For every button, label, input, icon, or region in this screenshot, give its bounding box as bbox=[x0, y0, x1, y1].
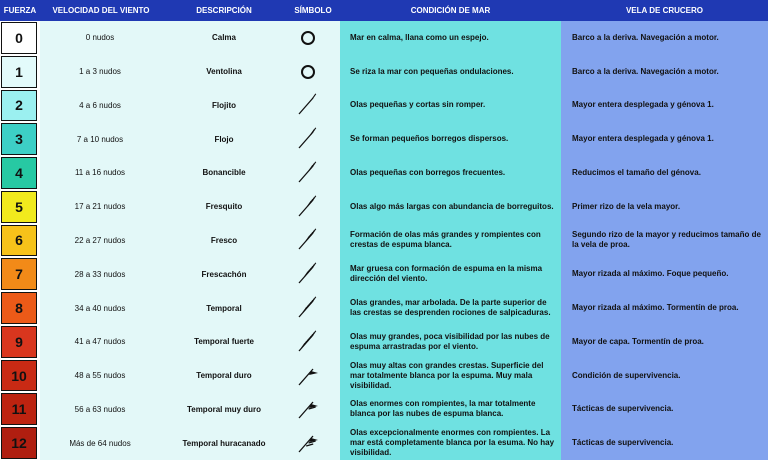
description-cell: Calma bbox=[211, 33, 236, 43]
force-cell: 11 bbox=[1, 393, 37, 425]
sail-cell: Mayor entera desplegada y génova 1. bbox=[572, 100, 714, 110]
speed-cell: 48 a 55 nudos bbox=[74, 371, 126, 381]
calm-circle-icon bbox=[295, 25, 321, 51]
description-cell: Temporal fuerte bbox=[194, 337, 254, 347]
sea-condition-cell: Se forman pequeños borregos dispersos. bbox=[350, 134, 509, 144]
wind-barb-icon bbox=[295, 363, 321, 389]
speed-cell: 28 a 33 nudos bbox=[74, 269, 126, 279]
sail-cell: Reducimos el tamaño del génova. bbox=[572, 167, 701, 177]
sea-condition-cell: Se riza la mar con pequeñas ondulaciones. bbox=[350, 66, 514, 76]
speed-cell: Más de 64 nudos bbox=[69, 438, 131, 448]
sail-cell: Barco a la deriva. Navegación a motor. bbox=[572, 32, 719, 42]
speed-cell: 1 a 3 nudos bbox=[79, 67, 121, 77]
description-cell: Fresquito bbox=[205, 202, 243, 212]
wind-barb-icon bbox=[295, 92, 321, 118]
description-cell: Fresco bbox=[210, 235, 238, 245]
wind-barb-icon bbox=[295, 160, 321, 186]
sail-cell: Mayor entera desplegada y génova 1. bbox=[572, 134, 714, 144]
wind-barb-icon bbox=[295, 295, 321, 321]
description-cell: Bonancible bbox=[202, 168, 246, 178]
symbol-cell bbox=[286, 426, 330, 460]
sail-cell: Mayor rizada al máximo. Foque pequeño. bbox=[572, 269, 729, 279]
symbol-cell bbox=[286, 392, 330, 426]
header-velocidad: VELOCIDAD DEL VIENTO bbox=[40, 0, 162, 21]
force-cell: 12 bbox=[1, 427, 37, 459]
force-cell: 2 bbox=[1, 90, 37, 122]
symbol-cell bbox=[286, 21, 330, 55]
header-simbolo: SÍMBOLO bbox=[286, 0, 340, 21]
force-cell: 4 bbox=[1, 157, 37, 189]
table-row bbox=[0, 21, 768, 55]
force-cell: 10 bbox=[1, 360, 37, 392]
wind-barb-icon bbox=[295, 126, 321, 152]
sail-cell: Tácticas de supervivencia. bbox=[572, 438, 674, 448]
table-row bbox=[0, 89, 768, 123]
symbol-cell bbox=[286, 359, 330, 393]
symbol-cell bbox=[286, 257, 330, 291]
description-cell: Flojo bbox=[214, 134, 234, 144]
table-row bbox=[0, 156, 768, 190]
table-row bbox=[0, 55, 768, 89]
wind-barb-icon bbox=[295, 396, 321, 422]
table-row bbox=[0, 257, 768, 291]
table-row bbox=[0, 426, 768, 460]
speed-cell: 41 a 47 nudos bbox=[74, 337, 126, 347]
header-descripcion: DESCRIPCIÓN bbox=[162, 0, 286, 21]
table-row bbox=[0, 224, 768, 258]
wind-barb-icon bbox=[295, 430, 321, 456]
sea-condition-cell: Mar en calma, llana como un espejo. bbox=[350, 32, 489, 42]
symbol-cell bbox=[286, 291, 330, 325]
sea-condition-cell: Olas excepcionalmente enormes con rompientes. La mar está completamente blanca por la esuma. No hay visibilidad. bbox=[350, 428, 555, 458]
symbol-cell bbox=[286, 156, 330, 190]
table-row bbox=[0, 190, 768, 224]
sail-cell: Tácticas de supervivencia. bbox=[572, 404, 674, 414]
sea-condition-cell: Olas algo más largas con abundancia de borreguitos. bbox=[350, 201, 554, 211]
symbol-cell bbox=[286, 55, 330, 89]
force-cell: 6 bbox=[1, 225, 37, 257]
description-cell: Temporal muy duro bbox=[186, 404, 262, 414]
force-cell: 9 bbox=[1, 326, 37, 358]
table-row bbox=[0, 325, 768, 359]
description-cell: Temporal duro bbox=[196, 371, 252, 381]
sea-condition-cell: Olas muy altas con grandes crestas. Superficie del mar totalmente blanca por la espuma. Muy mala visibilidad. bbox=[350, 360, 544, 390]
sail-cell: Barco a la deriva. Navegación a motor. bbox=[572, 66, 719, 76]
force-cell: 3 bbox=[1, 123, 37, 155]
speed-cell: 34 a 40 nudos bbox=[74, 303, 126, 313]
force-cell: 8 bbox=[1, 292, 37, 324]
sail-cell: Segundo rizo de la mayor y reducimos tamaño de la vela de proa. bbox=[572, 230, 761, 250]
sea-condition-cell: Mar gruesa con formación de espuma en la misma dirección del viento. bbox=[350, 264, 543, 284]
force-cell: 5 bbox=[1, 191, 37, 223]
description-cell: Temporal huracanado bbox=[182, 438, 266, 448]
table-header bbox=[0, 0, 768, 21]
force-cell: 1 bbox=[1, 56, 37, 88]
calm-circle-icon bbox=[295, 59, 321, 85]
wind-barb-icon bbox=[295, 261, 321, 287]
sea-condition-cell: Olas enormes con rompientes, la mar totalmente blanca por las nubes de espuma blanca. bbox=[350, 399, 536, 419]
speed-cell: 11 a 16 nudos bbox=[74, 168, 126, 178]
symbol-cell bbox=[286, 325, 330, 359]
sea-condition-cell: Formación de olas más grandes y rompientes con crestas de espuma blanca. bbox=[350, 230, 541, 250]
force-cell: 7 bbox=[1, 258, 37, 290]
speed-cell: 7 a 10 nudos bbox=[76, 134, 124, 144]
symbol-cell bbox=[286, 190, 330, 224]
speed-cell: 0 nudos bbox=[85, 33, 115, 43]
sail-cell: Condición de supervivencia. bbox=[572, 370, 681, 380]
description-cell: Temporal bbox=[206, 303, 242, 313]
header-vela: VELA DE CRUCERO bbox=[561, 0, 768, 21]
speed-cell: 17 a 21 nudos bbox=[74, 202, 126, 212]
symbol-cell bbox=[286, 89, 330, 123]
sail-cell: Mayor de capa. Tormentín de proa. bbox=[572, 336, 704, 346]
wind-barb-icon bbox=[295, 227, 321, 253]
symbol-cell bbox=[286, 224, 330, 258]
table-row bbox=[0, 392, 768, 426]
symbol-cell bbox=[286, 122, 330, 156]
table-row bbox=[0, 359, 768, 393]
description-cell: Frescachón bbox=[201, 269, 247, 279]
header-fuerza: FUERZA bbox=[0, 0, 40, 21]
speed-cell: 4 a 6 nudos bbox=[79, 100, 121, 110]
wind-barb-icon bbox=[295, 194, 321, 220]
sea-condition-cell: Olas grandes, mar arbolada. De la parte superior de las crestas se desprenden rociones de salpicaduras. bbox=[350, 298, 551, 318]
sail-cell: Mayor rizada al máximo. Tormentín de proa. bbox=[572, 303, 739, 313]
sea-condition-cell: Olas pequeñas con borregos frecuentes. bbox=[350, 167, 506, 177]
sea-condition-cell: Olas muy grandes, poca visibilidad por las nubes de espuma arrastradas por el viento. bbox=[350, 331, 550, 351]
speed-cell: 56 a 63 nudos bbox=[74, 404, 126, 414]
sail-cell: Primer rizo de la vela mayor. bbox=[572, 201, 681, 211]
header-condicion: CONDICIÓN DE MAR bbox=[340, 0, 561, 21]
force-cell: 0 bbox=[1, 22, 37, 54]
table-row bbox=[0, 122, 768, 156]
wind-barb-icon bbox=[295, 329, 321, 355]
description-cell: Flojito bbox=[212, 100, 236, 110]
description-cell: Ventolina bbox=[206, 67, 242, 77]
sea-condition-cell: Olas pequeñas y cortas sin romper. bbox=[350, 100, 486, 110]
table-row bbox=[0, 291, 768, 325]
speed-cell: 22 a 27 nudos bbox=[74, 235, 126, 245]
